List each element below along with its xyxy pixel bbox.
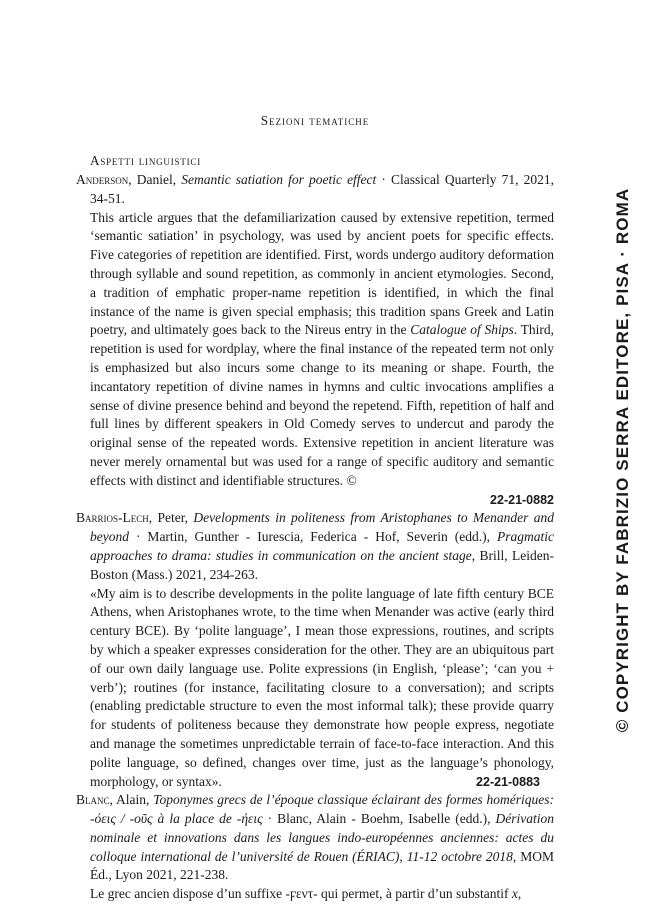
entry-code: 22-21-0882 xyxy=(490,492,554,507)
author-given: , Daniel, xyxy=(128,172,182,187)
author-surname: Anderson xyxy=(76,172,129,187)
abstract xyxy=(76,585,554,792)
abstract-italic: Catalogue of Ships xyxy=(410,322,514,338)
entry-anderson xyxy=(76,171,554,509)
publication-info: , MOM Éd., Lyon 2021, 221-238. xyxy=(90,848,554,883)
entry-code: 22-21-0883 xyxy=(476,774,540,789)
editors: · Blanc, Alain - Boehm, Isabelle (edd.), xyxy=(262,811,496,827)
abstract-text: This article argues that the defamiliarization caused by extensive repetition, termed ‘semantic satiation’ in psychology, was used by ancient poets for specific effects. Five categories of repetition are identified. First, words undergo auditory deformation through syllable and sound repetition, as commonly in ancient etymologies. Second, a tradition of emphatic proper-name repetition is identified, in which the final instance of the name is given special emphasis; this tradition spans Greek and Latin poetry, and ultimately goes back to the Nireus entry in the xyxy=(90,209,554,338)
bibliography-entries xyxy=(76,171,554,904)
section-title: Sezioni tematiche xyxy=(260,113,370,128)
article-title: Semantic satiation for poetic effect xyxy=(181,172,377,187)
publication-info: · Classical Quarterly 71, 2021, 34-51. xyxy=(90,172,554,206)
abstract-variable: x xyxy=(511,886,518,902)
citation xyxy=(76,509,554,584)
abstract xyxy=(76,209,554,491)
citation xyxy=(76,791,554,885)
abstract-text: Le grec ancien dispose d’un suffixe -ϝεντ- qui permet, à partir d’un substantif xyxy=(90,886,512,902)
editors: · Martin, Gunther - Iurescia, Federica - Hof, Severin (edd.), xyxy=(128,529,497,545)
entry-barrios-lech xyxy=(76,509,554,791)
book-title: Pragmatic approaches to drama: studies in communication on the ancient stage xyxy=(90,529,554,563)
copyright-notice: © COPYRIGHT BY FABRIZIO SERRA EDITORE, PISA · ROMA xyxy=(613,187,632,733)
abstract-text-end: . Third, repetition is used for wordplay, where the final instance of the repeated term not only is emphasized but also incurs some change to its meaning or shape. Fourth, the incantatory repetition of divine names in hymns and cultic invocations amplifies a sense of divine presence behind and beyond the repetend. Fifth, repetition of half and full lines by different speakers in Old Comedy serves to undercut and parody the original sense of the repeated words. Extensive repetition in ancient literature was never merely ornamental but was used for a range of specific auditory and semantic effects with distinct and identifiable structures. © xyxy=(90,322,554,488)
subsection-heading: Aspetti linguistici xyxy=(90,153,202,168)
author-given: , Peter, xyxy=(148,510,194,526)
author-surname: Blanc xyxy=(76,792,110,808)
citation xyxy=(76,171,554,209)
abstract: Le grec ancien dispose d’un suffixe -ϝεντ- qui permet, à partir d’un substantif x, xyxy=(90,886,522,902)
author-given: , Alain, xyxy=(109,792,154,808)
book-title: Dérivation nominale et innovations dans les langues indo-européennes anciennes: actes du colloque international de l’université de Rouen (ÉRIAC), 11-12 octobre 2018 xyxy=(90,811,554,864)
article-title: Toponymes grecs de l’époque classique éclairant des formes homériques: -όεις / -οῦς à la place de -ήεις xyxy=(90,792,555,827)
author-surname: Barrios-Lech xyxy=(76,510,149,526)
entry-blanc xyxy=(76,791,554,904)
publication-info: , Brill, Leiden-Boston (Mass.) 2021, 234-263. xyxy=(90,547,554,582)
abstract-text: «My aim is to describe developments in the polite language of late fifth century BCE Athens, when Aristophanes wrote, to the time when Menander was active (early third century BCE). By ‘polite language’, I mean those expressions, routines, and scripts by which a speaker expresses consideration for the other. They are an ubiquitous part of our own daily language use. Polite expressions (in English, ‘please’; ‘can you + verb’); routines (for instance, facilitating closure to a conversation); and scripts (enabling predictable structure to even the most informal talk); these provide quarry for students of politeness because they demonstrate how people express, negotiate and manage the sometimes unpredictable terrain of face-to-face interaction. And this polite language, so defined, changes over time, just as the language’s phonology, morphology, or syntax». xyxy=(90,585,554,789)
article-title: Developments in politeness from Aristophanes to Menander and beyond xyxy=(90,510,554,545)
